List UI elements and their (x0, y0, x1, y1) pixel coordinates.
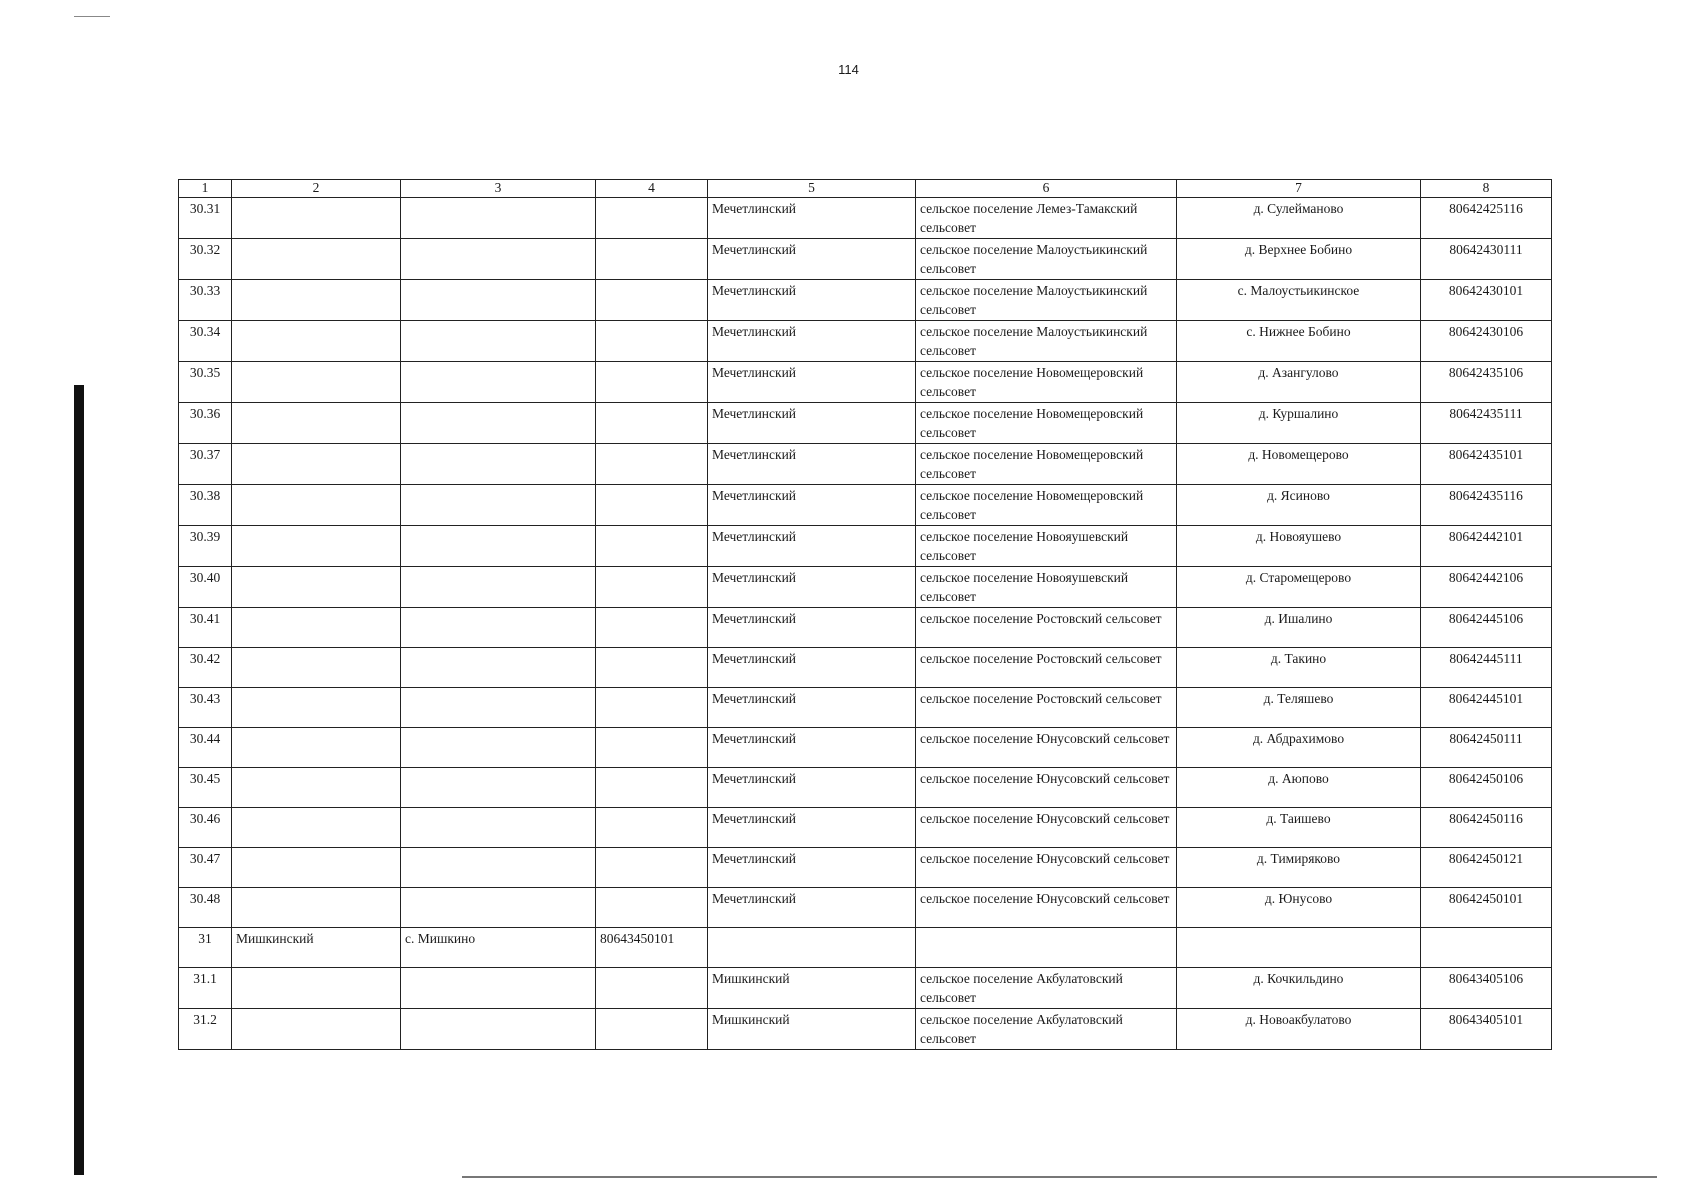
cell-settlement: с. Малоустьикинское (1177, 280, 1421, 321)
cell-center-code (596, 728, 708, 768)
cell-number: 31 (179, 928, 232, 968)
cell-center (401, 1009, 596, 1050)
cell-municipality: сельское поселение Акбулатовский сельсовет (916, 968, 1177, 1009)
cell-settlement (1177, 928, 1421, 968)
cell-municipality: сельское поселение Ростовский сельсовет (916, 608, 1177, 648)
cell-number: 30.42 (179, 648, 232, 688)
cell-district (232, 648, 401, 688)
registry-table (178, 179, 1552, 1050)
cell-center (401, 688, 596, 728)
cell-municipality: сельское поселение Новояушевский сельсовет (916, 526, 1177, 567)
cell-code: 80642430106 (1421, 321, 1552, 362)
cell-district-name: Мечетлинский (708, 848, 916, 888)
cell-district (232, 280, 401, 321)
cell-municipality: сельское поселение Ростовский сельсовет (916, 688, 1177, 728)
cell-municipality: сельское поселение Акбулатовский сельсовет (916, 1009, 1177, 1050)
cell-center (401, 648, 596, 688)
table-row (179, 403, 1552, 444)
cell-municipality: сельское поселение Малоустьикинский сельсовет (916, 239, 1177, 280)
cell-district (232, 567, 401, 608)
cell-municipality (916, 928, 1177, 968)
cell-center-code (596, 321, 708, 362)
cell-center (401, 808, 596, 848)
cell-number: 30.41 (179, 608, 232, 648)
cell-municipality: сельское поселение Малоустьикинский сельсовет (916, 321, 1177, 362)
cell-district (232, 444, 401, 485)
cell-district-name: Мечетлинский (708, 485, 916, 526)
cell-number: 30.47 (179, 848, 232, 888)
table-row (179, 608, 1552, 648)
cell-center-code (596, 608, 708, 648)
cell-settlement: д. Тимиряково (1177, 848, 1421, 888)
cell-code: 80642442106 (1421, 567, 1552, 608)
cell-district (232, 808, 401, 848)
cell-municipality: сельское поселение Юнусовский сельсовет (916, 888, 1177, 928)
cell-district-name: Мечетлинский (708, 444, 916, 485)
table-row (179, 485, 1552, 526)
cell-number: 30.46 (179, 808, 232, 848)
table-row (179, 648, 1552, 688)
cell-center-code (596, 280, 708, 321)
cell-center (401, 403, 596, 444)
table-row (179, 768, 1552, 808)
table-row (179, 321, 1552, 362)
cell-center-code (596, 485, 708, 526)
cell-district (232, 239, 401, 280)
cell-settlement: д. Аюпово (1177, 768, 1421, 808)
cell-number: 30.34 (179, 321, 232, 362)
cell-district-name: Мечетлинский (708, 321, 916, 362)
cell-center-code (596, 444, 708, 485)
cell-district-name: Мечетлинский (708, 728, 916, 768)
cell-code: 80642450121 (1421, 848, 1552, 888)
cell-code: 80642450111 (1421, 728, 1552, 768)
cell-number: 30.31 (179, 198, 232, 239)
table-row (179, 968, 1552, 1009)
column-header: 6 (916, 180, 1177, 198)
cell-municipality: сельское поселение Новомещеровский сельсовет (916, 444, 1177, 485)
cell-code: 80642430101 (1421, 280, 1552, 321)
cell-center-code (596, 808, 708, 848)
cell-district (232, 688, 401, 728)
table-row (179, 444, 1552, 485)
cell-municipality: сельское поселение Новомещеровский сельсовет (916, 403, 1177, 444)
table-row (179, 1009, 1552, 1050)
cell-number: 30.40 (179, 567, 232, 608)
cell-district (232, 1009, 401, 1050)
cell-district (232, 403, 401, 444)
cell-center (401, 280, 596, 321)
cell-number: 30.32 (179, 239, 232, 280)
cell-center-code (596, 567, 708, 608)
cell-center-code (596, 768, 708, 808)
cell-center-code (596, 968, 708, 1009)
cell-code: 80642450106 (1421, 768, 1552, 808)
cell-number: 30.38 (179, 485, 232, 526)
cell-district: Мишкинский (232, 928, 401, 968)
page-number: 114 (838, 62, 859, 77)
cell-settlement: д. Ишалино (1177, 608, 1421, 648)
cell-municipality: сельское поселение Новомещеровский сельсовет (916, 485, 1177, 526)
column-header: 1 (179, 180, 232, 198)
cell-district (232, 362, 401, 403)
cell-center-code (596, 198, 708, 239)
cell-code: 80642425116 (1421, 198, 1552, 239)
cell-center (401, 526, 596, 567)
cell-district-name: Мечетлинский (708, 608, 916, 648)
cell-district (232, 768, 401, 808)
cell-district-name: Мечетлинский (708, 526, 916, 567)
cell-code: 80642435106 (1421, 362, 1552, 403)
table-row (179, 526, 1552, 567)
cell-number: 31.2 (179, 1009, 232, 1050)
cell-district-name: Мечетлинский (708, 768, 916, 808)
cell-center-code (596, 362, 708, 403)
cell-municipality: сельское поселение Юнусовский сельсовет (916, 848, 1177, 888)
cell-center-code (596, 526, 708, 567)
cell-settlement: д. Таишево (1177, 808, 1421, 848)
cell-center-code: 80643450101 (596, 928, 708, 968)
cell-municipality: сельское поселение Юнусовский сельсовет (916, 768, 1177, 808)
cell-settlement: д. Куршалино (1177, 403, 1421, 444)
cell-municipality: сельское поселение Ростовский сельсовет (916, 648, 1177, 688)
cell-number: 30.39 (179, 526, 232, 567)
cell-center-code (596, 848, 708, 888)
cell-district (232, 485, 401, 526)
table-row (179, 239, 1552, 280)
cell-municipality: сельское поселение Юнусовский сельсовет (916, 728, 1177, 768)
cell-settlement: д. Кочкильдино (1177, 968, 1421, 1009)
column-header: 4 (596, 180, 708, 198)
cell-code: 80642442101 (1421, 526, 1552, 567)
cell-number: 30.33 (179, 280, 232, 321)
cell-center (401, 768, 596, 808)
cell-center (401, 321, 596, 362)
cell-district (232, 526, 401, 567)
table-row (179, 198, 1552, 239)
cell-center (401, 444, 596, 485)
cell-district (232, 321, 401, 362)
cell-district (232, 888, 401, 928)
table-row (179, 928, 1552, 968)
column-header: 3 (401, 180, 596, 198)
cell-settlement: с. Нижнее Бобино (1177, 321, 1421, 362)
scan-artifact-top (74, 16, 110, 17)
cell-center (401, 728, 596, 768)
cell-district-name: Мечетлинский (708, 648, 916, 688)
cell-code: 80642435116 (1421, 485, 1552, 526)
cell-number: 30.35 (179, 362, 232, 403)
cell-municipality: сельское поселение Лемез-Тамакский сельсовет (916, 198, 1177, 239)
cell-number: 30.36 (179, 403, 232, 444)
cell-number: 30.43 (179, 688, 232, 728)
cell-district-name: Мечетлинский (708, 198, 916, 239)
cell-code: 80643405101 (1421, 1009, 1552, 1050)
cell-number: 31.1 (179, 968, 232, 1009)
cell-center-code (596, 888, 708, 928)
cell-center (401, 608, 596, 648)
cell-code: 80642450116 (1421, 808, 1552, 848)
cell-district-name: Мечетлинский (708, 403, 916, 444)
table-row (179, 728, 1552, 768)
cell-settlement: д. Абдрахимово (1177, 728, 1421, 768)
cell-municipality: сельское поселение Новояушевский сельсовет (916, 567, 1177, 608)
cell-number: 30.45 (179, 768, 232, 808)
cell-center-code (596, 239, 708, 280)
cell-center-code (596, 688, 708, 728)
cell-settlement: д. Новомещерово (1177, 444, 1421, 485)
cell-settlement: д. Такино (1177, 648, 1421, 688)
cell-number: 30.48 (179, 888, 232, 928)
cell-code: 80642445111 (1421, 648, 1552, 688)
cell-settlement: д. Новояушево (1177, 526, 1421, 567)
cell-code (1421, 928, 1552, 968)
cell-district-name: Мечетлинский (708, 567, 916, 608)
cell-center (401, 848, 596, 888)
cell-center (401, 485, 596, 526)
column-header: 5 (708, 180, 916, 198)
table-row (179, 362, 1552, 403)
cell-settlement: д. Юнусово (1177, 888, 1421, 928)
cell-municipality: сельское поселение Новомещеровский сельсовет (916, 362, 1177, 403)
cell-settlement: д. Теляшево (1177, 688, 1421, 728)
cell-district-name: Мечетлинский (708, 808, 916, 848)
cell-center-code (596, 1009, 708, 1050)
cell-center (401, 567, 596, 608)
header-row (179, 180, 1552, 198)
table-row (179, 567, 1552, 608)
cell-code: 80643405106 (1421, 968, 1552, 1009)
cell-district (232, 198, 401, 239)
table-row (179, 280, 1552, 321)
cell-settlement: д. Ясиново (1177, 485, 1421, 526)
cell-district-name: Мечетлинский (708, 239, 916, 280)
scan-artifact-bottom-line (462, 1176, 1657, 1178)
column-header: 8 (1421, 180, 1552, 198)
table-row (179, 808, 1552, 848)
cell-district (232, 848, 401, 888)
cell-center-code (596, 403, 708, 444)
cell-center-code (596, 648, 708, 688)
column-header: 7 (1177, 180, 1421, 198)
cell-code: 80642445106 (1421, 608, 1552, 648)
table-body (179, 198, 1552, 1050)
cell-center (401, 198, 596, 239)
cell-center: с. Мишкино (401, 928, 596, 968)
table-row (179, 888, 1552, 928)
cell-district-name: Мечетлинский (708, 280, 916, 321)
cell-number: 30.44 (179, 728, 232, 768)
cell-number: 30.37 (179, 444, 232, 485)
cell-code: 80642445101 (1421, 688, 1552, 728)
cell-settlement: д. Сулейманово (1177, 198, 1421, 239)
cell-district (232, 728, 401, 768)
cell-code: 80642430111 (1421, 239, 1552, 280)
cell-district-name (708, 928, 916, 968)
table-row (179, 848, 1552, 888)
cell-settlement: д. Новоакбулатово (1177, 1009, 1421, 1050)
cell-settlement: д. Старомещерово (1177, 567, 1421, 608)
cell-municipality: сельское поселение Малоустьикинский сельсовет (916, 280, 1177, 321)
scan-artifact-left-bar (74, 385, 84, 1175)
cell-code: 80642450101 (1421, 888, 1552, 928)
cell-district-name: Мечетлинский (708, 688, 916, 728)
table-row (179, 688, 1552, 728)
cell-code: 80642435111 (1421, 403, 1552, 444)
cell-center (401, 239, 596, 280)
cell-settlement: д. Азангулово (1177, 362, 1421, 403)
cell-district (232, 968, 401, 1009)
cell-district-name: Мишкинский (708, 968, 916, 1009)
cell-district-name: Мечетлинский (708, 888, 916, 928)
cell-district-name: Мишкинский (708, 1009, 916, 1050)
cell-district-name: Мечетлинский (708, 362, 916, 403)
cell-municipality: сельское поселение Юнусовский сельсовет (916, 808, 1177, 848)
cell-district (232, 608, 401, 648)
cell-code: 80642435101 (1421, 444, 1552, 485)
column-header: 2 (232, 180, 401, 198)
cell-center (401, 888, 596, 928)
cell-center (401, 362, 596, 403)
cell-settlement: д. Верхнее Бобино (1177, 239, 1421, 280)
cell-center (401, 968, 596, 1009)
